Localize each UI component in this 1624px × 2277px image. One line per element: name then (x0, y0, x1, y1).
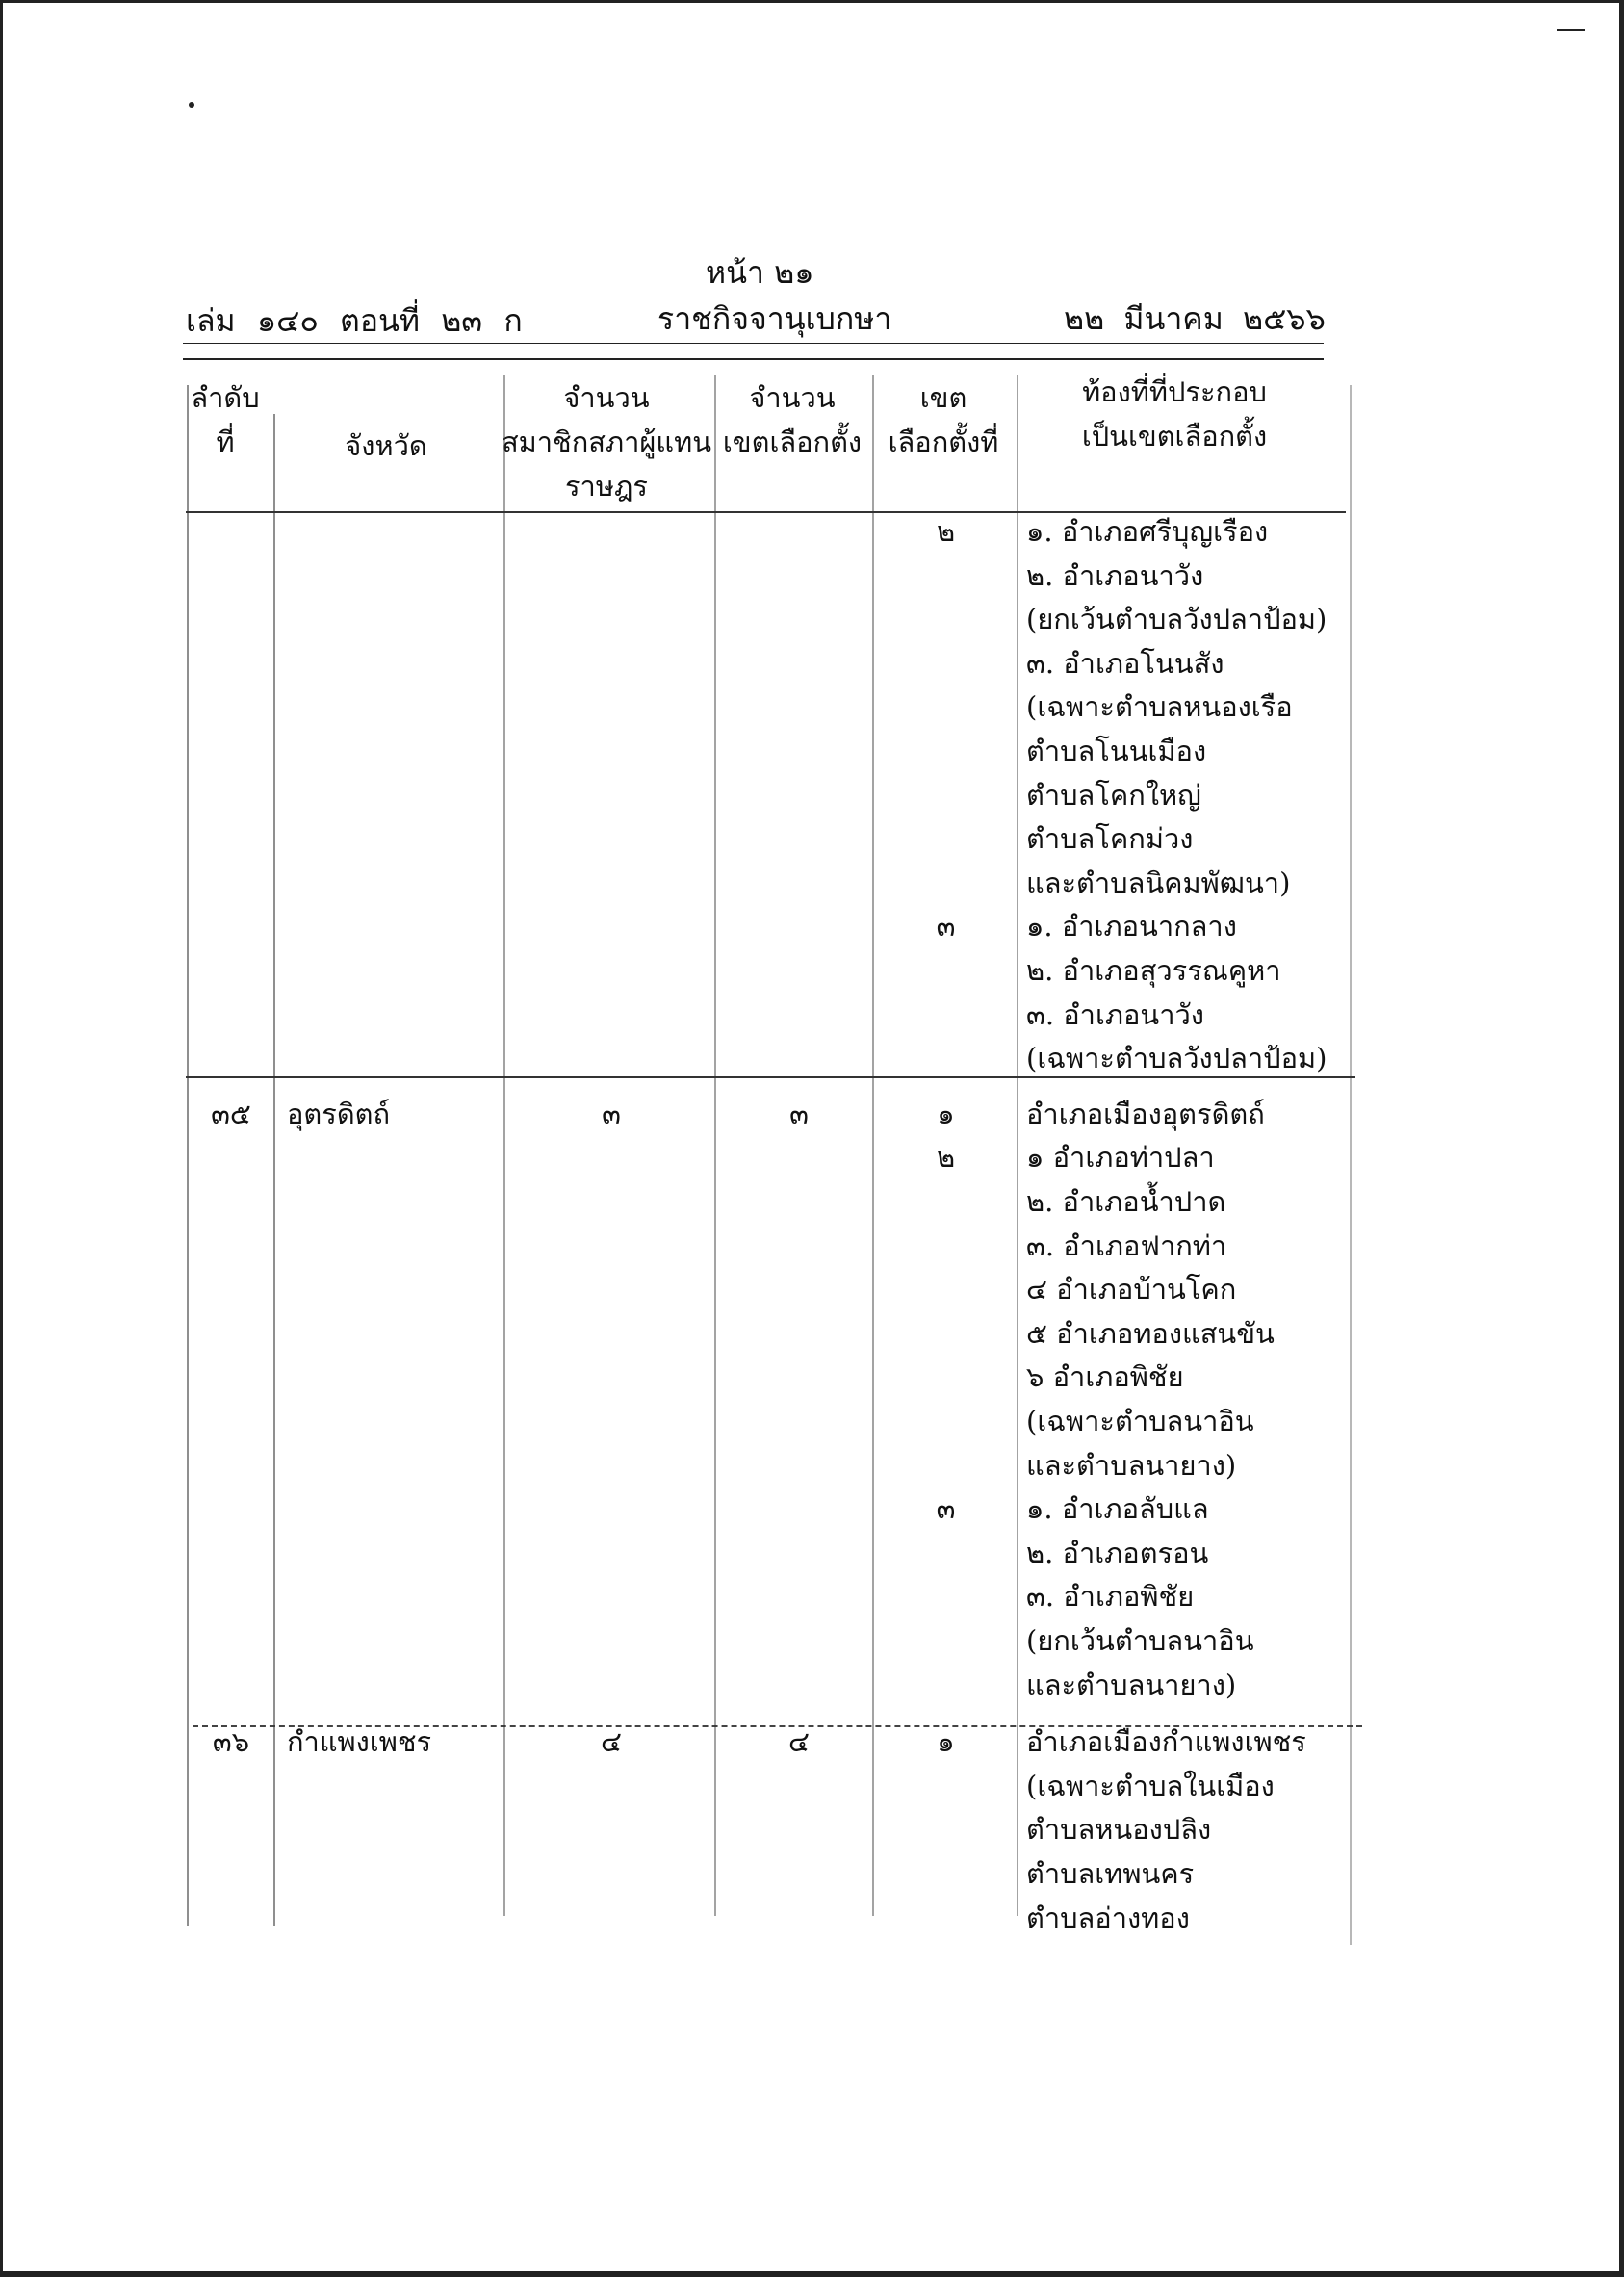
scan-edge-top (0, 0, 1624, 3)
cell-area: (ยกเว้นตำบลวังปลาป้อม) (1026, 603, 1328, 635)
cell-area: ตำบลโคกใหญ่ (1026, 779, 1201, 812)
col-rule-order (187, 385, 189, 1926)
col-header-district-no (872, 375, 1015, 464)
cell-area: ๓. อำเภอโนนสัง (1026, 647, 1224, 680)
col-header-areas-line1: ท้องที่ที่ประกอบ (1082, 375, 1267, 408)
cell-district-no: ๓ (936, 1492, 956, 1525)
cell-area: ตำบลหนองปลิง (1026, 1813, 1212, 1846)
cell-area: ๓. อำเภอพิชัย (1026, 1580, 1195, 1613)
col-header-order (183, 375, 268, 464)
cell-area: ๔ อำเภอบ้านโคก (1026, 1273, 1237, 1306)
col-header-members (501, 375, 712, 508)
col-header-areas (1020, 370, 1328, 458)
cell-members: ๓ (602, 1098, 621, 1130)
cell-area: ตำบลอ่างทอง (1026, 1902, 1190, 1934)
cell-area: อำเภอเมืองกำแพงเพชร (1026, 1725, 1306, 1758)
cell-district-no: ๑ (937, 1725, 955, 1758)
col-rule-province (273, 414, 275, 1926)
cell-area: อำเภอเมืองอุตรดิตถ์ (1026, 1098, 1265, 1130)
col-rule-members (503, 375, 505, 1916)
cell-province: กำแพงเพชร (287, 1725, 432, 1758)
scan-speck (189, 102, 194, 108)
cell-area: ๕ อำเภอทองแสนขัน (1026, 1317, 1275, 1350)
col-header-province: จังหวัด (345, 429, 427, 462)
cell-area: ๑. อำเภอศรีบุญเรือง (1026, 515, 1269, 548)
cell-area: ตำบลโนนเมือง (1026, 735, 1207, 767)
cell-members: ๔ (601, 1725, 622, 1758)
scan-edge-bottom (0, 2271, 1624, 2277)
cell-area: และตำบลนายาง) (1026, 1669, 1237, 1701)
cell-area: และตำบลนิคมพัฒนา) (1026, 867, 1291, 899)
col-header-districts (714, 375, 870, 464)
cell-order: ๓๖ (212, 1725, 250, 1758)
col-header-order-line1: ลำดับ (191, 381, 260, 414)
publication-date: ๒๒ มีนาคม ๒๕๖๖ (1064, 300, 1326, 337)
header-underline (183, 343, 1324, 344)
cell-area: (เฉพาะตำบลวังปลาป้อม) (1026, 1042, 1328, 1074)
col-header-district-no-line1: เขต (919, 381, 967, 414)
cell-area: ๖ อำเภอพิชัย (1026, 1360, 1184, 1393)
scan-edge-left (0, 0, 3, 2277)
col-header-districts-line1: จำนวน (749, 381, 836, 414)
cell-district-no: ๓ (936, 910, 956, 943)
col-rule-district-no (872, 375, 874, 1916)
col-header-members-line3: ราษฎร (564, 470, 649, 503)
col-rule-areas (1017, 375, 1018, 1916)
cell-districts: ๔ (788, 1725, 810, 1758)
cell-district-no: ๒ (936, 515, 956, 548)
col-header-areas-line2: เป็นเขตเลือกตั้ง (1081, 420, 1268, 453)
col-header-members-line1: จำนวน (563, 381, 650, 414)
scan-edge-right (1619, 0, 1624, 2277)
col-header-district-no-line2: เลือกตั้งที่ (888, 426, 999, 458)
cell-area: ๑. อำเภอลับแล (1026, 1492, 1209, 1525)
cell-area: ๓. อำเภอฟากท่า (1026, 1229, 1227, 1262)
cell-area: ๒. อำเภอสุวรรณคูหา (1026, 954, 1281, 987)
cell-districts: ๓ (789, 1098, 809, 1130)
cell-area: (ยกเว้นตำบลนาอิน (1026, 1624, 1254, 1657)
cell-area: ๒. อำเภอตรอน (1026, 1537, 1209, 1569)
cell-area: ๒. อำเภอนาวัง (1026, 559, 1204, 592)
volume-issue: เล่ม ๑๔๐ ตอนที่ ๒๓ ก (186, 302, 523, 339)
col-header-districts-line2: เขตเลือกตั้ง (722, 426, 863, 458)
cell-area: ๑ อำเภอท่าปลา (1026, 1141, 1215, 1174)
page-number: หน้า ๒๑ (706, 254, 814, 291)
cell-area: ๒. อำเภอน้ำปาด (1026, 1185, 1226, 1218)
cell-area: และตำบลนายาง) (1026, 1449, 1237, 1482)
col-rule-right (1350, 385, 1352, 1945)
cell-province: อุตรดิตถ์ (287, 1098, 391, 1130)
cell-area: ตำบลโคกม่วง (1026, 822, 1194, 855)
scan-mark-right (1557, 29, 1585, 31)
cell-area: ตำบลเทพนคร (1026, 1857, 1195, 1890)
col-header-members-line2: สมาชิกสภาผู้แทน (501, 426, 712, 458)
publication-name: ราชกิจจานุเบกษา (657, 300, 892, 337)
col-header-order-line2: ที่ (216, 426, 235, 458)
cell-area: (เฉพาะตำบลหนองเรือ (1026, 690, 1293, 723)
table-top-rule (183, 358, 1324, 360)
cell-district-no: ๑ (937, 1098, 955, 1130)
cell-order: ๓๕ (211, 1098, 251, 1130)
col-rule-districts (714, 375, 716, 1916)
cell-area: (เฉพาะตำบลนาอิน (1026, 1405, 1254, 1437)
cell-area: ๑. อำเภอนากลาง (1026, 910, 1237, 943)
cell-area: (เฉพาะตำบลในเมือง (1026, 1770, 1275, 1802)
cell-area: ๓. อำเภอนาวัง (1026, 998, 1204, 1031)
cell-district-no: ๒ (936, 1141, 956, 1174)
